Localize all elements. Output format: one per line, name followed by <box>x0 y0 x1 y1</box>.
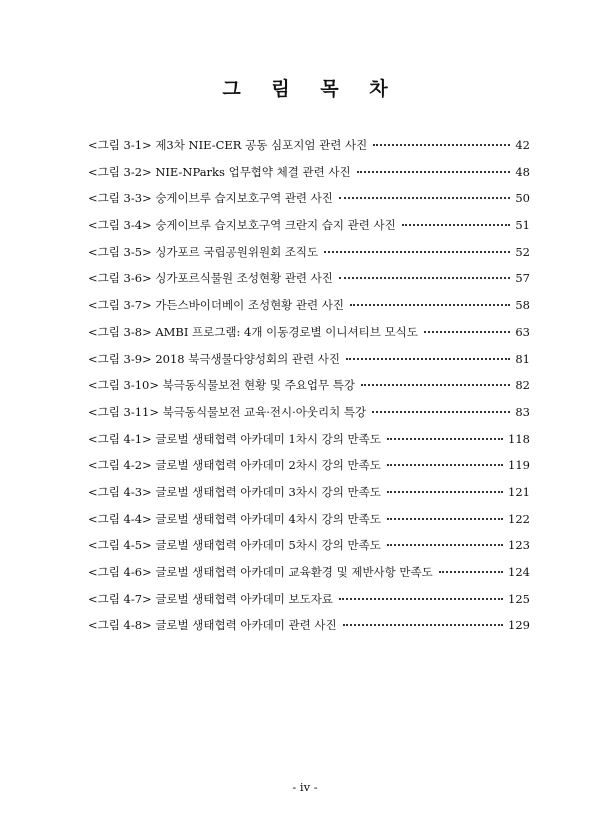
toc-entry-label: <그림 3-2> NIE-NParks 업무협약 체결 관련 사진 <box>88 164 351 179</box>
dot-leader <box>357 171 511 173</box>
toc-entry[interactable] <box>88 137 530 164</box>
toc-entry[interactable] <box>88 537 530 564</box>
toc-entry-page: 52 <box>515 244 530 259</box>
toc-entry-label: <그림 4-6> 글로벌 생태협력 아카데미 교육환경 및 제반사항 만족도 <box>88 565 433 579</box>
toc-entry-label: <그림 3-11> 북극동식물보전 교육·전시·아웃리치 특강 <box>88 404 367 419</box>
toc-entry-label: <그림 4-5> 글로벌 생태협력 아카데미 5차시 강의 만족도 <box>88 538 381 553</box>
toc-entry-label: <그림 4-2> 글로벌 생태협력 아카데미 2차시 강의 만족도 <box>88 458 381 473</box>
toc-entry-page: 58 <box>515 298 530 313</box>
toc-entry-label: <그림 3-5> 싱가포르 국립공원위원회 조직도 <box>88 244 319 259</box>
dot-leader <box>387 518 503 520</box>
toc-entry[interactable] <box>88 297 530 324</box>
toc-entry-label: <그림 3-1> 제3차 NIE-CER 공동 심포지엄 관련 사진 <box>88 138 368 152</box>
toc-entry-label: <그림 4-3> 글로벌 생태협력 아카데미 3차시 강의 만족도 <box>88 484 381 499</box>
toc-entry[interactable] <box>88 244 530 271</box>
toc-entry-page: 50 <box>515 191 530 206</box>
toc-entry[interactable] <box>88 324 530 351</box>
toc-entry-page: 42 <box>515 138 530 152</box>
page-title: 그 림 목 차 <box>222 78 400 100</box>
toc-entry-label: <그림 3-7> 가든스바이더베이 조성현황 관련 사진 <box>88 298 345 313</box>
toc-entry-label: <그림 3-3> 숭게이브루 습지보호구역 관련 사진 <box>88 191 333 206</box>
dot-leader <box>387 491 503 493</box>
toc-entry-page: 125 <box>508 591 530 606</box>
toc-entry[interactable] <box>88 217 530 244</box>
dot-leader <box>339 598 503 600</box>
dot-leader <box>343 624 503 626</box>
toc-entry-page: 81 <box>515 351 530 366</box>
toc-entry-page: 118 <box>508 431 530 446</box>
dot-leader <box>373 144 510 146</box>
toc-entry-label: <그림 3-4> 숭게이브루 습지보호구역 크란지 습지 관련 사진 <box>88 218 396 233</box>
toc-entry-page: 122 <box>508 511 530 526</box>
toc-entry[interactable] <box>88 190 530 217</box>
dot-leader <box>339 197 510 199</box>
toc-entry[interactable] <box>88 457 530 484</box>
toc-entry[interactable] <box>88 377 530 404</box>
toc-entry-label: <그림 3-8> AMBI 프로그램: 4개 이동경로별 이니셔티브 모식도 <box>88 324 418 339</box>
dot-leader <box>402 224 511 226</box>
toc-entry-page: 57 <box>515 271 530 286</box>
toc-entry[interactable] <box>88 617 530 644</box>
toc-entry-label: <그림 4-8> 글로벌 생태협력 아카데미 관련 사진 <box>88 618 337 633</box>
toc-entry-page: 119 <box>508 458 530 473</box>
toc-entry-page: 129 <box>508 618 530 633</box>
toc-entry[interactable] <box>88 351 530 378</box>
dot-leader <box>339 277 510 279</box>
toc-entry-label: <그림 4-4> 글로벌 생태협력 아카데미 4차시 강의 만족도 <box>88 511 381 526</box>
toc-entry[interactable] <box>88 270 530 297</box>
dot-leader <box>439 571 503 573</box>
dot-leader <box>387 438 503 440</box>
toc-entry-page: 51 <box>515 218 530 233</box>
dot-leader <box>372 411 510 413</box>
toc-entry[interactable] <box>88 431 530 458</box>
toc-entry-page: 124 <box>508 565 530 579</box>
dot-leader <box>424 331 511 333</box>
toc-entry-label: <그림 3-6> 싱가포르식물원 조성현황 관련 사진 <box>88 271 333 286</box>
toc-entry-page: 82 <box>515 378 530 393</box>
figure-list <box>88 137 530 644</box>
dot-leader <box>324 251 510 253</box>
toc-entry-label: <그림 4-1> 글로벌 생태협력 아카데미 1차시 강의 만족도 <box>88 431 381 446</box>
toc-entry-page: 48 <box>515 164 530 179</box>
toc-entry-page: 63 <box>515 324 530 339</box>
toc-entry-page: 83 <box>515 404 530 419</box>
page-number: - iv - <box>292 780 318 794</box>
toc-entry-label: <그림 3-9> 2018 북극생물다양성회의 관련 사진 <box>88 351 340 366</box>
toc-entry[interactable] <box>88 164 530 191</box>
toc-entry[interactable] <box>88 404 530 431</box>
dot-leader <box>346 358 510 360</box>
toc-entry[interactable] <box>88 511 530 538</box>
toc-entry-label: <그림 3-10> 북극동식물보전 현황 및 주요업무 특강 <box>88 378 356 393</box>
toc-entry-page: 123 <box>508 538 530 553</box>
toc-entry[interactable] <box>88 484 530 511</box>
toc-entry[interactable] <box>88 564 530 591</box>
dot-leader <box>387 464 503 466</box>
dot-leader <box>387 544 503 546</box>
toc-entry-label: <그림 4-7> 글로벌 생태협력 아카데미 보도자료 <box>88 591 333 606</box>
dot-leader <box>361 384 510 386</box>
toc-entry-page: 121 <box>508 484 530 499</box>
toc-entry[interactable] <box>88 591 530 618</box>
dot-leader <box>350 304 510 306</box>
